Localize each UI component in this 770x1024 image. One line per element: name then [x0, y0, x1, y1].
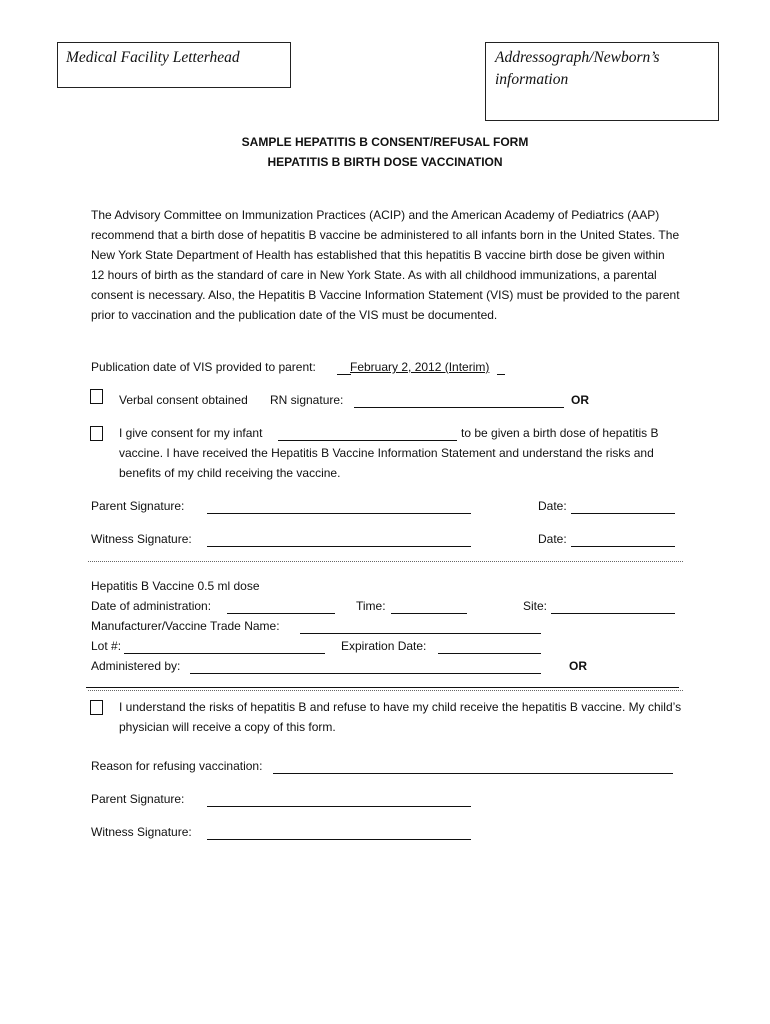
section-divider-bottom-dotted — [88, 690, 683, 691]
witness-signature-label: Witness Signature: — [91, 532, 192, 546]
vis-date-label: Publication date of VIS provided to parent: — [91, 360, 316, 374]
parent-signature-field[interactable] — [207, 513, 471, 514]
manufacturer-label: Manufacturer/Vaccine Trade Name: — [91, 619, 280, 633]
addressograph-label-line2: information — [495, 71, 569, 88]
time-field[interactable] — [391, 613, 467, 614]
administration-date-field[interactable] — [227, 613, 335, 614]
administered-by-label: Administered by: — [91, 659, 181, 673]
refusal-reason-field[interactable] — [273, 773, 673, 774]
witness-signature-field[interactable] — [207, 546, 471, 547]
parent-signature-label: Parent Signature: — [91, 499, 185, 513]
lot-label: Lot #: — [91, 639, 122, 653]
vis-date-underline-tail — [497, 374, 505, 375]
consent-rest: vaccine. I have received the Hepatitis B Vaccine Information Statement and understand the risks and benefits of my child receiving the vaccine. — [119, 446, 654, 480]
parent-date-label: Date: — [538, 499, 567, 513]
manufacturer-field[interactable] — [300, 633, 541, 634]
addressograph-box — [485, 42, 719, 121]
verbal-consent-label: Verbal consent obtained — [119, 393, 248, 407]
parent-date-field[interactable] — [571, 513, 675, 514]
intro-paragraph: The Advisory Committee on Immunization Practices (ACIP) and the American Academy of Pediatrics (AAP) recommend that a birth dose of hepatitis B vaccine be administered to all infants born in the United States. The New York State Department of Health has established that this hepatitis B vaccine birth dose be given within 12 hours of birth as the standard of care in New York State. As with all childhood immunizations, a parental consent is necessary. Also, the Hepatitis B Vaccine Information Statement (VIS) must be provided to the parent prior to vaccination and the publication date of the VIS must be documented. — [91, 208, 680, 322]
lot-field[interactable] — [124, 653, 325, 654]
refusal-reason-label: Reason for refusing vaccination: — [91, 759, 263, 773]
section-divider-bottom — [86, 687, 679, 688]
letterhead-box — [57, 42, 291, 88]
witness-date-field[interactable] — [571, 546, 675, 547]
verbal-consent-checkbox[interactable] — [90, 389, 103, 404]
refusal-text: I understand the risks of hepatitis B and refuse to have my child receive the hepatitis B vaccine. My child’s physician will receive a copy of this form. — [119, 700, 682, 734]
addressograph-label-line1: Addressograph/Newborn’s — [495, 49, 660, 66]
rn-signature-field[interactable] — [354, 407, 564, 408]
consent-suffix: to be given a birth dose of hepatitis B — [461, 426, 659, 440]
letterhead-label: Medical Facility Letterhead — [66, 49, 240, 66]
refusal-checkbox[interactable] — [90, 700, 103, 715]
form-subtitle: HEPATITIS B BIRTH DOSE VACCINATION — [267, 155, 503, 169]
site-label: Site: — [523, 599, 548, 613]
vis-date-value[interactable]: February 2, 2012 (Interim) — [350, 360, 490, 374]
refusal-parent-signature-field[interactable] — [207, 806, 471, 807]
expiration-label: Expiration Date: — [341, 639, 427, 653]
expiration-field[interactable] — [438, 653, 541, 654]
witness-date-label: Date: — [538, 532, 567, 546]
refusal-witness-signature-field[interactable] — [207, 839, 471, 840]
administration-or-label: OR — [569, 659, 587, 673]
section-divider-top — [88, 561, 683, 562]
verbal-or-label: OR — [571, 393, 589, 407]
administered-by-field[interactable] — [190, 673, 541, 674]
written-consent-checkbox[interactable] — [90, 426, 103, 441]
refusal-witness-signature-label: Witness Signature: — [91, 825, 192, 839]
consent-prefix: I give consent for my infant — [119, 426, 263, 440]
refusal-parent-signature-label: Parent Signature: — [91, 792, 185, 806]
dose-label: Hepatitis B Vaccine 0.5 ml dose — [91, 579, 260, 593]
time-label: Time: — [356, 599, 386, 613]
rn-signature-label: RN signature: — [270, 393, 344, 407]
site-field[interactable] — [551, 613, 675, 614]
form-title: SAMPLE HEPATITIS B CONSENT/REFUSAL FORM — [241, 135, 529, 149]
infant-name-field[interactable] — [278, 440, 457, 441]
administration-date-label: Date of administration: — [91, 599, 212, 613]
vis-date-underline-lead — [337, 374, 351, 375]
